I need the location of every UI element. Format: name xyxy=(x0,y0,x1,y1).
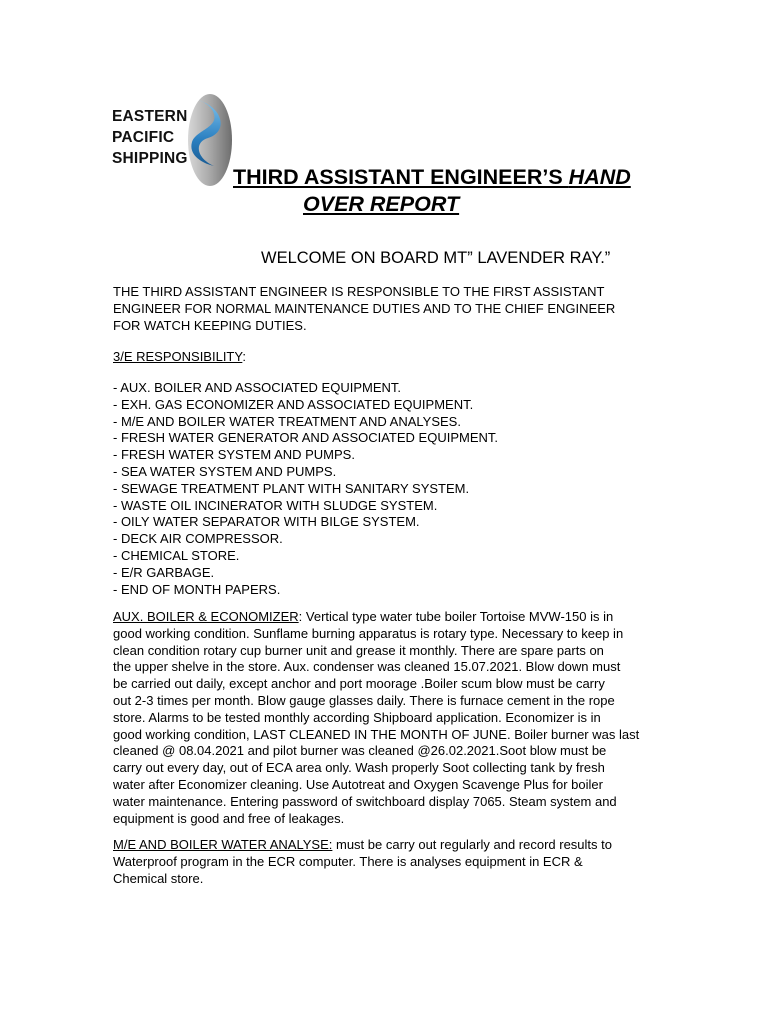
boiler-line-text: : Vertical type water tube boiler Tortoise MVW-150 is in xyxy=(298,609,614,624)
boiler-line: equipment is good and free of leakages. xyxy=(113,810,345,826)
list-item: - CHEMICAL STORE. xyxy=(113,547,240,563)
list-item: - AUX. BOILER AND ASSOCIATED EQUIPMENT. xyxy=(113,380,401,395)
boiler-line: the upper shelve in the store. Aux. condenser was cleaned 15.07.2021. Blow down must xyxy=(113,659,621,675)
logo-line: PACIFIC xyxy=(112,129,175,146)
title-line2-text: OVER REPORT xyxy=(303,192,460,216)
list-item: - OILY WATER SEPARATOR WITH BILGE SYSTEM. xyxy=(113,514,420,530)
welcome-heading: WELCOME ON BOARD MT” LAVENDER RAY.” xyxy=(261,249,611,267)
list-item: - EXH. GAS ECONOMIZER AND ASSOCIATED EQUIPMENT. xyxy=(113,396,474,412)
report-title xyxy=(233,165,631,190)
logo-line: EASTERN xyxy=(112,108,188,125)
boiler-line xyxy=(113,609,658,626)
company-logo xyxy=(112,92,234,188)
list-item: - M/E AND BOILER WATER TREATMENT AND ANALYSES. xyxy=(113,413,461,429)
title-part2: HAND xyxy=(568,165,631,189)
list-item: - SEWAGE TREATMENT PLANT WITH SANITARY SYSTEM. xyxy=(113,480,470,496)
list-item: - DECK AIR COMPRESSOR. xyxy=(113,531,283,547)
analyse-line-text: must be carry out regularly and record results to xyxy=(332,837,612,852)
list-item: - END OF MONTH PAPERS. xyxy=(113,581,281,597)
list-item: - E/R GARBAGE. xyxy=(113,564,215,580)
intro-line: FOR WATCH KEEPING DUTIES. xyxy=(113,317,307,333)
list-item: - FRESH WATER SYSTEM AND PUMPS. xyxy=(113,447,355,463)
responsibility-heading xyxy=(113,349,658,366)
boiler-paragraph xyxy=(113,609,658,827)
intro-paragraph xyxy=(113,284,658,334)
boiler-line: clean condition rotary cup burner unit and grease it monthly. There are spare parts on xyxy=(113,642,604,658)
title-part1: THIRD ASSISTANT ENGINEER’S xyxy=(233,165,569,189)
list-item: - SEA WATER SYSTEM AND PUMPS. xyxy=(113,463,337,479)
boiler-heading: AUX. BOILER & ECONOMIZER xyxy=(113,609,299,624)
responsibility-heading-text: 3/E RESPONSIBILITY xyxy=(113,349,243,364)
analyse-heading: M/E AND BOILER WATER ANALYSE: xyxy=(113,837,333,852)
boiler-line: store. Alarms to be tested monthly according Shipboard application. Economizer is in xyxy=(113,709,601,725)
responsibility-heading-colon: : xyxy=(242,349,246,364)
analyse-paragraph xyxy=(113,837,658,887)
boiler-line: out 2-3 times per month. Blow gauge glasses daily. There is furnace cement in the rope xyxy=(113,692,615,708)
boiler-line: water maintenance. Entering password of switchboard display 7065. Steam system and xyxy=(113,793,617,809)
boiler-line: cleaned @ 08.04.2021 and pilot burner was cleaned @26.02.2021.Soot blow must be xyxy=(113,743,607,759)
logo-swoosh-icon xyxy=(184,92,234,188)
boiler-line: carry out every day, out of ECA area only. Wash properly Soot collecting tank by fresh xyxy=(113,760,605,776)
responsibility-list xyxy=(113,380,658,598)
analyse-line: Waterproof program in the ECR computer. There is analyses equipment in ECR & xyxy=(113,853,583,869)
list-item: - WASTE OIL INCINERATOR WITH SLUDGE SYSTEM. xyxy=(113,497,438,513)
analyse-line xyxy=(113,837,658,854)
list-item: - FRESH WATER GENERATOR AND ASSOCIATED EQUIPMENT. xyxy=(113,430,498,446)
analyse-line: Chemical store. xyxy=(113,870,204,886)
intro-line: ENGINEER FOR NORMAL MAINTENANCE DUTIES AND TO THE CHIEF ENGINEER xyxy=(113,300,616,316)
logo-line: SHIPPING xyxy=(112,150,188,167)
boiler-line: good working condition, LAST CLEANED IN THE MONTH OF JUNE. Boiler burner was last xyxy=(113,726,640,742)
boiler-line: good working condition. Sunflame burning apparatus is rotary type. Necessary to keep in xyxy=(113,625,624,641)
boiler-line: be carried out daily, except anchor and port moorage .Boiler scum blow must be carry xyxy=(113,676,605,692)
report-title-line2 xyxy=(303,192,459,217)
logo-wordmark xyxy=(112,106,188,169)
boiler-line: water after Economizer cleaning. Use Autotreat and Oxygen Scavenge Plus for boiler xyxy=(113,776,603,792)
intro-line: THE THIRD ASSISTANT ENGINEER IS RESPONSIBLE TO THE FIRST ASSISTANT xyxy=(113,284,605,299)
